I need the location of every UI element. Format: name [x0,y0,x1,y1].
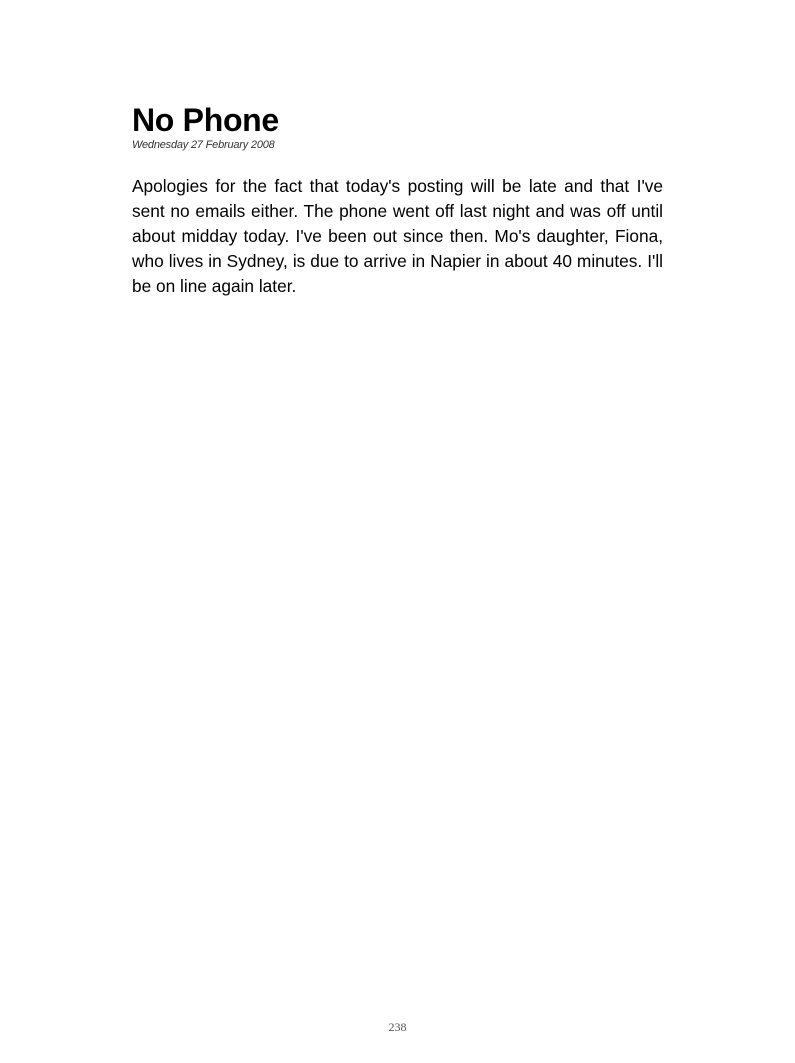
post-date: Wednesday 27 February 2008 [132,139,275,151]
page-number: 238 [388,1020,407,1034]
blog-post [132,101,663,299]
post-title: No Phone [132,102,279,138]
post-body: Apologies for the fact that today's posting will be late and that I've sent no emails either. The phone went off last night and was off until about midday today. I've been out since then. Mo's daughter, Fiona, who lives in Sydney, is due to arrive in Napier in about 40 minutes. I'll be on line again later. [132,176,663,296]
